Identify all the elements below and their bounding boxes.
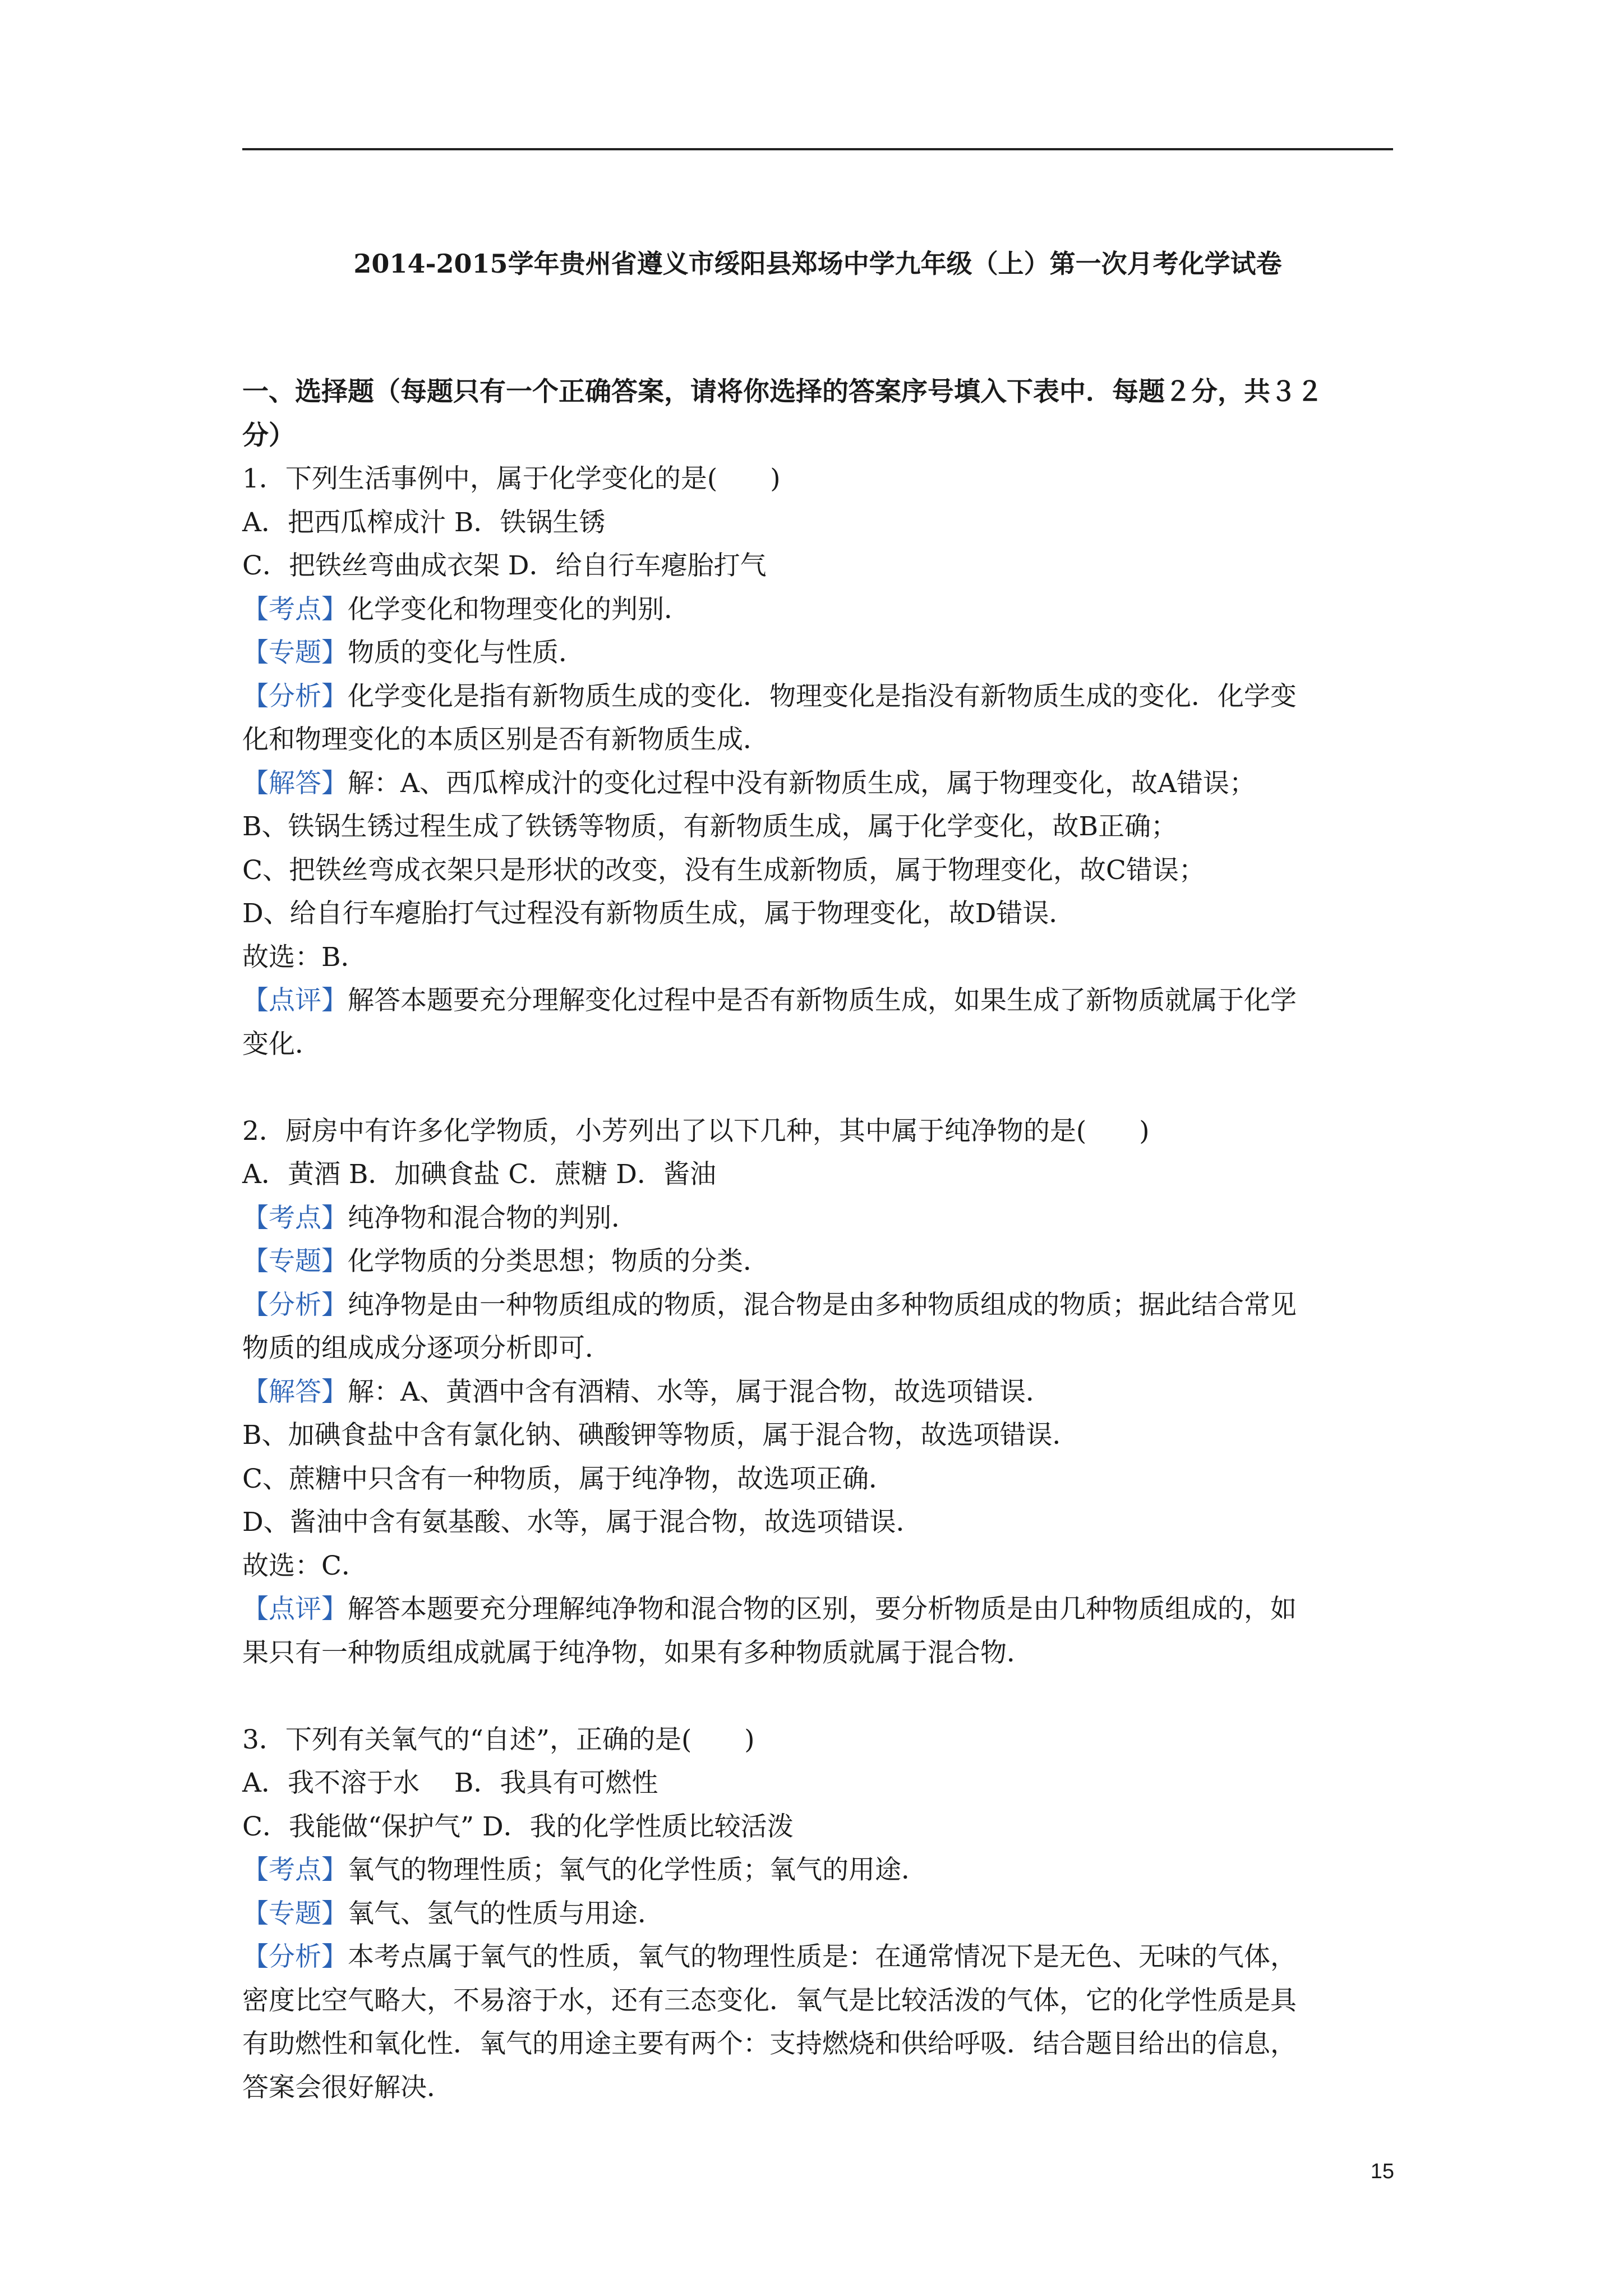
section-heading-cont: 分） (242, 420, 295, 451)
q2-fenxi: 【分析】纯净物是由一种物质组成的物质，混合物是由多种物质组成的物质；据此结合常见 (242, 1289, 1297, 1320)
kaodian-label: 【考点】 (242, 593, 348, 625)
q1-jieda-d: D、给自行车瘪胎打气过程没有新物质生成，属于物理变化，故D错误． (242, 898, 1076, 929)
q1-answer: 故选：B． (242, 941, 367, 973)
fenxi-label: 【分析】 (242, 1941, 348, 1972)
page-number: 15 (1370, 2160, 1394, 2183)
q1-dianping-cont: 变化． (242, 1028, 321, 1060)
q3-fenxi: 【分析】本考点属于氧气的性质，氧气的物理性质是：在通常情况下是无色、无味的气体， (242, 1941, 1297, 1972)
header-rule (242, 148, 1393, 150)
q3-zhuanti: 【专题】氧气、氢气的性质与用途． (242, 1898, 664, 1929)
q2-jieda-d: D、酱油中含有氨基酸、水等，属于混合物，故选项错误． (242, 1507, 923, 1538)
q3-fenxi-cont-3: 答案会很好解决． (242, 2072, 453, 2103)
kaodian-label: 【考点】 (242, 1855, 348, 1885)
kaodian-label: 【考点】 (242, 1202, 348, 1234)
q1-fenxi-cont: 化和物理变化的本质区别是否有新物质生成． (242, 724, 769, 755)
document-body (242, 370, 1393, 2109)
q1-jieda-c: C、把铁丝弯成衣架只是形状的改变，没有生成新物质，属于物理变化，故C错误； (242, 854, 1205, 886)
q2-dianping-cont: 果只有一种物质组成就属于纯净物，如果有多种物质就属于混合物． (242, 1637, 1033, 1668)
q1-fenxi: 【分析】化学变化是指有新物质生成的变化．物理变化是指没有新物质生成的变化．化学变 (242, 680, 1297, 712)
dianping-label: 【点评】 (242, 985, 348, 1016)
q1-stem: 1．下列生活事例中，属于化学变化的是( ) (242, 463, 781, 494)
q1-zhuanti: 【专题】物质的变化与性质． (242, 637, 585, 668)
fenxi-label: 【分析】 (242, 680, 348, 712)
jieda-label: 【解答】 (242, 1376, 348, 1407)
page-title: 2014-2015学年贵州省遵义市绥阳县郑场中学九年级（上）第一次月考化学试卷 (353, 249, 1282, 279)
zhuanti-label: 【专题】 (242, 637, 348, 668)
zhuanti-label: 【专题】 (242, 1898, 348, 1929)
q3-fenxi-cont-2: 有助燃性和氧化性．氧气的用途主要有两个：支持燃烧和供给呼吸．结合题目给出的信息， (242, 2028, 1297, 2059)
q2-answer: 故选：C． (242, 1550, 368, 1581)
q1-dianping: 【点评】解答本题要充分理解变化过程中是否有新物质生成，如果生成了新物质就属于化学 (242, 985, 1297, 1016)
q1-options-cd: C．把铁丝弯曲成衣架 D．给自行车瘪胎打气 (242, 550, 767, 581)
q3-stem: 3．下列有关氧气的“自述”，正确的是( ) (242, 1724, 755, 1755)
spacer (242, 1674, 1393, 1718)
q2-options: A．黄酒 B．加碘食盐 C．蔗糖 D．酱油 (242, 1159, 716, 1190)
dianping-label: 【点评】 (242, 1594, 348, 1625)
section-heading: 一、选择题（每题只有一个正确答案，请将你选择的答案序号填入下表中．每题２分，共３２ (242, 376, 1323, 407)
q3-options-ab: A．我不溶于水 B．我具有可燃性 (242, 1768, 658, 1798)
q1-kaodian: 【考点】化学变化和物理变化的判别． (242, 593, 690, 625)
q1-options-ab: A．把西瓜榨成汁 B．铁锅生锈 (242, 507, 606, 538)
fenxi-label: 【分析】 (242, 1289, 348, 1320)
q2-jieda-c: C、蔗糖中只含有一种物质，属于纯净物，故选项正确． (242, 1463, 895, 1494)
q3-fenxi-cont-1: 密度比空气略大，不易溶于水，还有三态变化．氧气是比较活泼的气体，它的化学性质是具 (242, 1985, 1297, 2016)
q2-jieda-b: B、加碘食盐中含有氯化钠、碘酸钾等物质，属于混合物，故选项错误． (242, 1420, 1079, 1451)
spacer (242, 1066, 1393, 1110)
zhuanti-label: 【专题】 (242, 1246, 348, 1277)
q1-jieda-b: B、铁锅生锈过程生成了铁锈等物质，有新物质生成，属于化学变化，故B正确； (242, 811, 1178, 842)
q2-fenxi-cont: 物质的组成成分逐项分析即可． (242, 1333, 611, 1364)
q2-dianping: 【点评】解答本题要充分理解纯净物和混合物的区别，要分析物质是由几种物质组成的，如 (242, 1594, 1297, 1625)
jieda-label: 【解答】 (242, 767, 348, 799)
q3-kaodian: 【考点】氧气的物理性质；氧气的化学性质；氧气的用途． (242, 1855, 928, 1885)
q3-options-cd: C．我能做“保护气” D．我的化学性质比较活泼 (242, 1811, 794, 1842)
q2-stem: 2．厨房中有许多化学物质，小芳列出了以下几种，其中属于纯净物的是( ) (242, 1115, 1150, 1147)
q2-jieda: 【解答】解：A、黄酒中含有酒精、水等，属于混合物，故选项错误． (242, 1376, 1052, 1407)
q2-kaodian: 【考点】纯净物和混合物的判别． (242, 1202, 638, 1234)
q1-jieda: 【解答】解：A、西瓜榨成汁的变化过程中没有新物质生成，属于物理变化，故A错误； (242, 767, 1256, 799)
q2-zhuanti: 【专题】化学物质的分类思想；物质的分类． (242, 1246, 769, 1277)
